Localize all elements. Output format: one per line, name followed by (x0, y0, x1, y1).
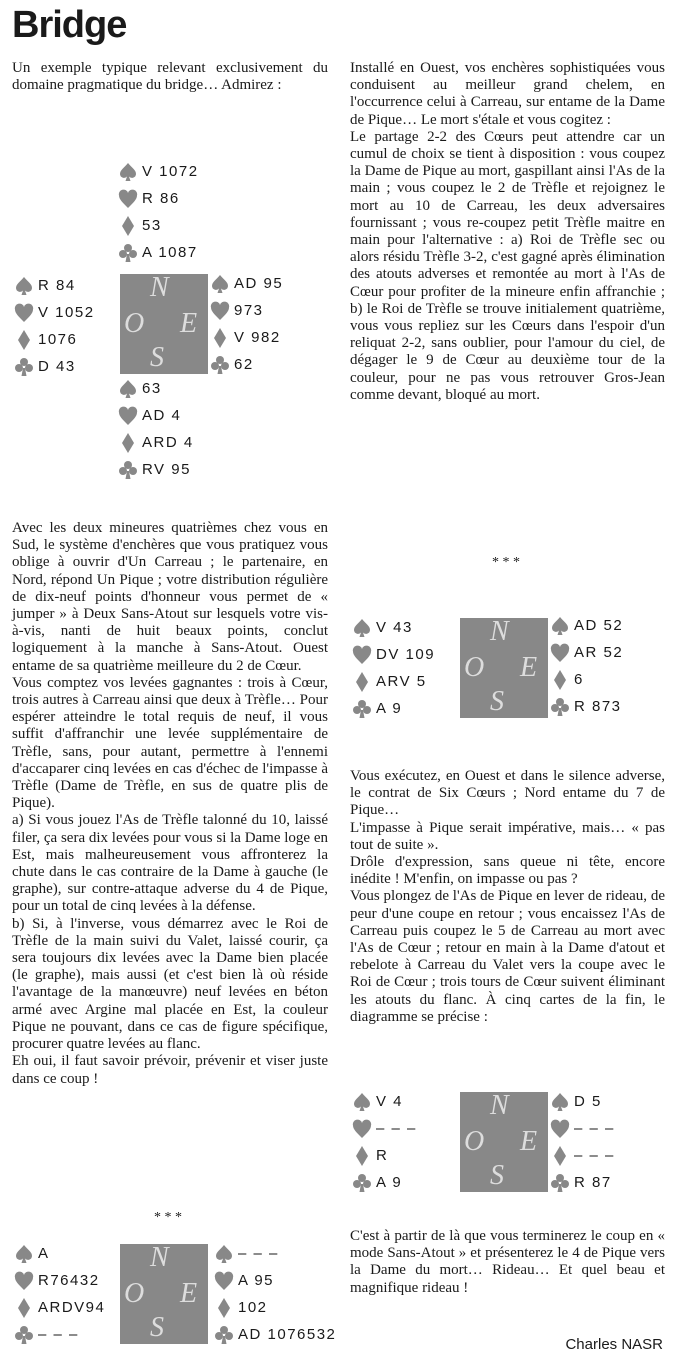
compass-south: S (150, 1312, 164, 1343)
heart-icon (210, 301, 232, 321)
card-holding: V 982 (234, 329, 281, 346)
compass-south: S (490, 686, 504, 717)
heart-icon (14, 1271, 36, 1291)
spade-icon (118, 379, 140, 399)
article-text-conclusion: C'est à partir de là que vous terminerez le coup en « mode Sans-Atout » et présenterez le 4 de Pique vers la Dame du mort… Rideau… Et quel beau et magnifique rideau ! (350, 1228, 665, 1296)
card-holding: AD 52 (574, 617, 624, 634)
compass-east: E (520, 1126, 538, 1157)
hand-row-heart (550, 639, 623, 666)
hand-row-diamond (14, 326, 95, 353)
diamond-icon (14, 1298, 36, 1318)
hand-row-club (210, 351, 283, 378)
club-icon (118, 243, 140, 263)
hand-row-spade (118, 375, 194, 402)
hand-row-diamond (550, 1142, 615, 1169)
card-holding: AD 95 (234, 275, 284, 292)
card-holding: ARDV94 (38, 1299, 106, 1316)
heart-icon (118, 189, 140, 209)
card-holding: 63 (142, 380, 162, 397)
hand-row-diamond (214, 1294, 336, 1321)
hand-row-diamond (14, 1294, 105, 1321)
card-holding: – – – (574, 1147, 615, 1164)
hand-row-spade (14, 272, 95, 299)
hand-row-club (352, 695, 435, 722)
spade-icon (118, 162, 140, 182)
heart-icon (14, 303, 36, 323)
compass-box (120, 274, 208, 374)
card-holding: AR 52 (574, 644, 624, 661)
club-icon (352, 1173, 374, 1193)
hand-south (118, 375, 194, 483)
card-holding: 62 (234, 356, 254, 373)
hand-row-diamond (118, 429, 194, 456)
card-holding: A 1087 (142, 244, 198, 261)
card-holding: D 43 (38, 358, 76, 375)
compass-west: O (124, 1278, 145, 1309)
hand-row-spade (14, 1240, 105, 1267)
spade-icon (550, 1092, 572, 1112)
diamond-icon (118, 216, 140, 236)
card-holding: V 1052 (38, 304, 95, 321)
hand-row-club (352, 1169, 417, 1196)
spade-icon (550, 616, 572, 636)
spade-icon (210, 274, 232, 294)
hand-west (352, 614, 435, 722)
card-holding: R76432 (38, 1272, 100, 1289)
hand-row-diamond (352, 1142, 417, 1169)
hand-east (550, 1088, 615, 1196)
card-holding: DV 109 (376, 646, 436, 663)
card-holding: R 873 (574, 698, 622, 715)
hand-row-heart (118, 185, 199, 212)
hand-row-club (550, 693, 623, 720)
card-holding: – – – (574, 1120, 615, 1137)
hand-east (210, 270, 283, 378)
compass-west: O (464, 1126, 485, 1157)
hand-row-spade (210, 270, 283, 297)
card-holding: A 95 (238, 1272, 275, 1289)
article-text-six-hearts: Vous exécutez, en Ouest et dans le silence adverse, le contrat de Six Cœurs ; Nord entame du 7 de Pique… L'impasse à Pique serait impérative, mais… « pas tout de suite ». Drôle d'expression, sans queue ni tête, encore inédite ! M'enfin, on impasse ou pas ? Vous plongez de l'As de Pique en lever de rideau, de peur d'une coupe en retour ; vous encaissez l'As de Carreau puis coupez le 5 de Carreau au mort avec l'As de Cœur ; retour en main à la Dame d'atout et rebelote à Carreau du Valet vers la coupe avec le Roi de Cœur ; trois tours de Cœur suivent éliminant les atouts du flanc. À cinq cartes de la fin, le diagramme se précise : (350, 768, 665, 1025)
hand-row-spade (214, 1240, 336, 1267)
card-holding: ARV 5 (376, 673, 427, 690)
card-holding: AD 1076532 (238, 1326, 337, 1343)
card-holding: RV 95 (142, 461, 191, 478)
spade-icon (14, 1244, 36, 1264)
hand-row-diamond (118, 212, 199, 239)
hand-row-spade (118, 158, 199, 185)
hand-east (214, 1240, 336, 1348)
heart-icon (214, 1271, 236, 1291)
card-holding: R 87 (574, 1174, 612, 1191)
diamond-icon (118, 433, 140, 453)
club-icon (550, 697, 572, 717)
compass-box (460, 1092, 548, 1192)
compass-box (460, 618, 548, 718)
hand-row-club (550, 1169, 615, 1196)
hand-row-diamond (352, 668, 435, 695)
compass-east: E (180, 308, 198, 339)
card-holding: – – – (238, 1245, 279, 1262)
hand-row-club (214, 1321, 336, 1348)
spade-icon (14, 276, 36, 296)
diamond-icon (550, 1146, 572, 1166)
card-holding: 1076 (38, 331, 78, 348)
hand-west (14, 1240, 105, 1348)
hand-row-heart (352, 1115, 417, 1142)
card-holding: – – – (376, 1120, 417, 1137)
hand-row-spade (352, 614, 435, 641)
hand-east (550, 612, 623, 720)
separator-stars: * * * (154, 1210, 182, 1225)
card-holding: 102 (238, 1299, 268, 1316)
hand-row-club (118, 239, 199, 266)
card-holding: 6 (574, 671, 584, 688)
hand-row-club (14, 353, 95, 380)
club-icon (352, 699, 374, 719)
author-signature: Charles NASR (565, 1336, 663, 1353)
hand-row-heart (352, 641, 435, 668)
hand-row-club (14, 1321, 105, 1348)
hand-row-club (118, 456, 194, 483)
club-icon (210, 355, 232, 375)
heart-icon (352, 1119, 374, 1139)
card-holding: AD 4 (142, 407, 182, 424)
card-holding: R (376, 1147, 389, 1164)
diamond-icon (352, 672, 374, 692)
diamond-icon (14, 330, 36, 350)
hand-row-heart (210, 297, 283, 324)
hand-row-diamond (550, 666, 623, 693)
compass-north: N (150, 272, 169, 303)
compass-west: O (124, 308, 145, 339)
hand-row-heart (214, 1267, 336, 1294)
compass-north: N (490, 616, 509, 647)
card-holding: – – – (38, 1326, 79, 1343)
diamond-icon (550, 670, 572, 690)
article-text-grand-slam: Installé en Ouest, vos enchères sophistiquées vous conduisent au meilleur grand chelem, en l'occurrence celui à Carreau, sur entame de la Dame de Pique… Le mort s'étale et vous cogitez : Le partage 2-2 des Cœurs peut attendre car un cumul de choix se tient à disposition : vous coupez la Dame de Pique au mort, gaspillant ainsi l'As de la main ; vous coupez le 2 de Trèfle et rejoignez le mort au 10 de Carreau, les deux adversaires fournissant ; vous re-coupez petit Trèfle maitre en main pour l'alternative : a) Roi de Trèfle sec ou alors résidu Trèfle 3-2, c'est gagné après élimination des atouts adverses et remontée au mort à l'As de Cœur pour profiter de la mineure enfin affranchie ; b) le Roi de Trèfle se trouve initialement quatrième, vous vous repliez sur les Cœurs dans l'espoir d'un reliquat 2-2, sans oublier, pour l'amour du ciel, de dégager le 9 de Cœur au deuxième tour de la couleur, pour ne pas vous retrouver Gros-Jean comme devant, bloqué au mort. (350, 60, 665, 403)
hand-row-heart (550, 1115, 615, 1142)
card-holding: A 9 (376, 700, 403, 717)
card-holding: R 86 (142, 190, 180, 207)
hand-row-diamond (210, 324, 283, 351)
hand-west (352, 1088, 417, 1196)
hand-row-spade (550, 1088, 615, 1115)
compass-south: S (150, 342, 164, 373)
spade-icon (352, 1092, 374, 1112)
club-icon (14, 1325, 36, 1345)
card-holding: 973 (234, 302, 264, 319)
diamond-icon (210, 328, 232, 348)
hand-north (118, 158, 199, 266)
hand-row-heart (14, 299, 95, 326)
heart-icon (118, 406, 140, 426)
compass-south: S (490, 1160, 504, 1191)
club-icon (214, 1325, 236, 1345)
compass-north: N (490, 1090, 509, 1121)
compass-box (120, 1244, 208, 1344)
club-icon (118, 460, 140, 480)
spade-icon (352, 618, 374, 638)
compass-east: E (180, 1278, 198, 1309)
compass-east: E (520, 652, 538, 683)
card-holding: 53 (142, 217, 162, 234)
card-holding: A (38, 1245, 50, 1262)
article-text-south: Avec les deux mineures quatrièmes chez vous en Sud, le système d'enchères que vous pratiquez vous oblige à ouvrir d'Un Carreau ; le partenaire, en Nord, répond Un Pique ; votre distribution régulière de dix-neuf points d'honneur vous permet de « jumper » à Deux Sans-Atout sur lesquels votre vis-à-vis, nanti de huit beaux points, conclut logiquement à la manche à Sans-Atout. Ouest entame de sa quatrième meilleure du 2 de Cœur. Vous comptez vos levées gagnantes : trois à Cœur, trois autres à Carreau ainsi que deux à Trèfle… Pour espérer atteindre le total requis de neuf, il vous suffit d'affranchir une levée supplémentaire de Trèfle, sans, pour autant, permettre à l'ennemi d'accaparer cinq levées en cas d'échec de l'impasse à Trèfle (Dame de Trèfle, en sus de quatre plis de Pique). a) Si vous jouez l'As de Trèfle talonné du 10, laissé filer, ça sera dix levées pour vous si la Dame loge en Est, mais malheureusement vous affronterez la chute dans le cas contraire de la Dame à gauche (le graphe), sur contre-attaque adverse du 4 de Pique, pour un total de cinq levées à la défense. b) Si, à l'inverse, vous démarrez avec le Roi de Trèfle de la main suivi du Valet, laissé courir, ça sera toujours dix levées avec la Dame bien placée (le graphe), mais aussi (et c'est bien là où réside l'avantage de la manœuvre) neuf levées en béton armé avec Argine mal placée en Est, la couleur Pique ne pouvant, dans ce cas de figure spécifique, procurer quatre levées au flanc. Eh oui, il faut savoir prévoir, prévenir et viser juste dans ce coup ! (12, 520, 328, 1087)
card-holding: ARD 4 (142, 434, 194, 451)
compass-north: N (150, 1242, 169, 1273)
card-holding: A 9 (376, 1174, 403, 1191)
club-icon (550, 1173, 572, 1193)
hand-row-heart (14, 1267, 105, 1294)
diamond-icon (214, 1298, 236, 1318)
hand-row-spade (550, 612, 623, 639)
intro-paragraph: Un exemple typique relevant exclusivement du domaine pragmatique du bridge… Admirez : (12, 60, 328, 94)
heart-icon (352, 645, 374, 665)
page-title: Bridge (12, 4, 127, 46)
card-holding: R 84 (38, 277, 76, 294)
card-holding: V 43 (376, 619, 413, 636)
compass-west: O (464, 652, 485, 683)
hand-row-heart (118, 402, 194, 429)
club-icon (14, 357, 36, 377)
card-holding: V 4 (376, 1093, 404, 1110)
card-holding: V 1072 (142, 163, 199, 180)
hand-west (14, 272, 95, 380)
diamond-icon (352, 1146, 374, 1166)
hand-row-spade (352, 1088, 417, 1115)
separator-stars: * * * (492, 555, 520, 570)
heart-icon (550, 1119, 572, 1139)
spade-icon (214, 1244, 236, 1264)
card-holding: D 5 (574, 1093, 602, 1110)
heart-icon (550, 643, 572, 663)
